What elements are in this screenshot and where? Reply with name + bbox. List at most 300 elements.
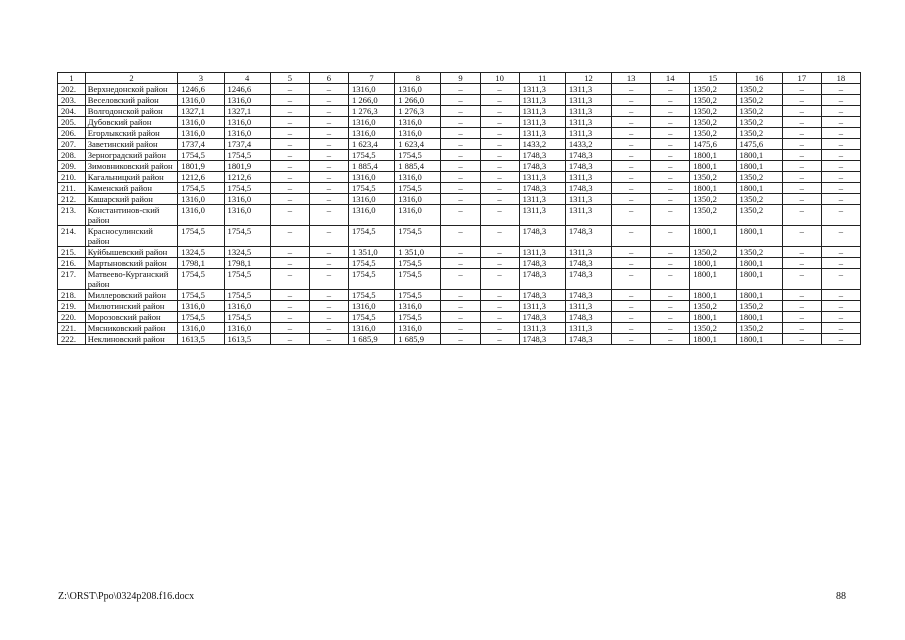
- value-cell: 1 623,4: [348, 139, 394, 150]
- value-cell: 1748,3: [565, 258, 611, 269]
- empty-value-cell: –: [270, 172, 309, 183]
- value-cell: 1748,3: [565, 183, 611, 194]
- value-cell: 1800,1: [690, 150, 736, 161]
- value-cell: 1212,6: [224, 172, 270, 183]
- empty-value-cell: –: [782, 183, 821, 194]
- empty-value-cell: –: [480, 301, 519, 312]
- empty-value-cell: –: [309, 150, 348, 161]
- value-cell: 1754,5: [224, 150, 270, 161]
- value-cell: 1800,1: [690, 258, 736, 269]
- empty-value-cell: –: [480, 194, 519, 205]
- value-cell: 1327,1: [178, 106, 224, 117]
- value-cell: 1311,3: [565, 117, 611, 128]
- value-cell: 1316,0: [395, 172, 441, 183]
- empty-value-cell: –: [441, 226, 480, 247]
- value-cell: 1800,1: [690, 334, 736, 345]
- column-header: 7: [348, 73, 394, 84]
- empty-value-cell: –: [441, 323, 480, 334]
- value-cell: 1311,3: [565, 301, 611, 312]
- value-cell: 1754,5: [224, 226, 270, 247]
- empty-value-cell: –: [612, 128, 651, 139]
- empty-value-cell: –: [612, 150, 651, 161]
- district-name-cell: Морозовский район: [85, 312, 178, 323]
- empty-value-cell: –: [480, 128, 519, 139]
- empty-value-cell: –: [309, 128, 348, 139]
- row-number-cell: 222.: [58, 334, 86, 345]
- district-name-cell: Кашарский район: [85, 194, 178, 205]
- value-cell: 1311,3: [565, 95, 611, 106]
- row-number-cell: 205.: [58, 117, 86, 128]
- value-cell: 1 276,3: [348, 106, 394, 117]
- empty-value-cell: –: [821, 258, 860, 269]
- empty-value-cell: –: [651, 205, 690, 226]
- value-cell: 1311,3: [519, 247, 565, 258]
- value-cell: 1754,5: [178, 183, 224, 194]
- district-name-cell: Волгодонской район: [85, 106, 178, 117]
- table-row: [58, 106, 861, 117]
- empty-value-cell: –: [309, 323, 348, 334]
- value-cell: 1350,2: [736, 128, 782, 139]
- empty-value-cell: –: [782, 226, 821, 247]
- value-cell: 1316,0: [178, 128, 224, 139]
- value-cell: 1246,6: [178, 84, 224, 95]
- empty-value-cell: –: [612, 290, 651, 301]
- empty-value-cell: –: [480, 226, 519, 247]
- empty-value-cell: –: [821, 128, 860, 139]
- empty-value-cell: –: [821, 183, 860, 194]
- empty-value-cell: –: [821, 247, 860, 258]
- empty-value-cell: –: [651, 95, 690, 106]
- value-cell: 1350,2: [690, 205, 736, 226]
- value-cell: 1316,0: [395, 194, 441, 205]
- empty-value-cell: –: [270, 161, 309, 172]
- empty-value-cell: –: [270, 150, 309, 161]
- value-cell: 1748,3: [519, 290, 565, 301]
- empty-value-cell: –: [441, 290, 480, 301]
- empty-value-cell: –: [821, 84, 860, 95]
- empty-value-cell: –: [782, 312, 821, 323]
- value-cell: 1212,6: [178, 172, 224, 183]
- value-cell: 1754,5: [224, 269, 270, 290]
- value-cell: 1316,0: [348, 205, 394, 226]
- empty-value-cell: –: [480, 290, 519, 301]
- value-cell: 1798,1: [178, 258, 224, 269]
- empty-value-cell: –: [782, 334, 821, 345]
- empty-value-cell: –: [309, 172, 348, 183]
- empty-value-cell: –: [480, 150, 519, 161]
- empty-value-cell: –: [480, 172, 519, 183]
- value-cell: 1327,1: [224, 106, 270, 117]
- empty-value-cell: –: [782, 194, 821, 205]
- empty-value-cell: –: [821, 139, 860, 150]
- value-cell: 1754,5: [395, 258, 441, 269]
- empty-value-cell: –: [480, 247, 519, 258]
- empty-value-cell: –: [480, 95, 519, 106]
- empty-value-cell: –: [612, 312, 651, 323]
- value-cell: 1613,5: [224, 334, 270, 345]
- empty-value-cell: –: [441, 106, 480, 117]
- empty-value-cell: –: [612, 139, 651, 150]
- value-cell: 1316,0: [348, 117, 394, 128]
- empty-value-cell: –: [651, 334, 690, 345]
- district-name-cell: Верхнедонской район: [85, 84, 178, 95]
- empty-value-cell: –: [821, 194, 860, 205]
- empty-value-cell: –: [441, 312, 480, 323]
- value-cell: 1748,3: [565, 269, 611, 290]
- empty-value-cell: –: [270, 226, 309, 247]
- value-cell: 1 276,3: [395, 106, 441, 117]
- column-header: 9: [441, 73, 480, 84]
- empty-value-cell: –: [651, 139, 690, 150]
- empty-value-cell: –: [782, 128, 821, 139]
- empty-value-cell: –: [651, 117, 690, 128]
- district-name-cell: Дубовский район: [85, 117, 178, 128]
- empty-value-cell: –: [821, 95, 860, 106]
- value-cell: 1748,3: [519, 312, 565, 323]
- empty-value-cell: –: [612, 258, 651, 269]
- value-cell: 1475,6: [690, 139, 736, 150]
- empty-value-cell: –: [782, 106, 821, 117]
- value-cell: 1316,0: [395, 84, 441, 95]
- value-cell: 1350,2: [736, 117, 782, 128]
- value-cell: 1324,5: [224, 247, 270, 258]
- value-cell: 1311,3: [565, 128, 611, 139]
- empty-value-cell: –: [270, 312, 309, 323]
- empty-value-cell: –: [821, 334, 860, 345]
- value-cell: 1311,3: [565, 247, 611, 258]
- value-cell: 1754,5: [395, 183, 441, 194]
- district-name-cell: Зимовниковский район: [85, 161, 178, 172]
- empty-value-cell: –: [270, 323, 309, 334]
- empty-value-cell: –: [441, 128, 480, 139]
- value-cell: 1316,0: [178, 194, 224, 205]
- column-header: 3: [178, 73, 224, 84]
- value-cell: 1754,5: [348, 269, 394, 290]
- data-table: [57, 72, 861, 345]
- value-cell: 1748,3: [519, 183, 565, 194]
- empty-value-cell: –: [612, 117, 651, 128]
- value-cell: 1316,0: [395, 205, 441, 226]
- empty-value-cell: –: [309, 312, 348, 323]
- value-cell: 1800,1: [690, 290, 736, 301]
- column-header: 12: [565, 73, 611, 84]
- row-number-cell: 204.: [58, 106, 86, 117]
- value-cell: 1316,0: [224, 117, 270, 128]
- value-cell: 1754,5: [224, 290, 270, 301]
- empty-value-cell: –: [309, 258, 348, 269]
- column-header: 5: [270, 73, 309, 84]
- value-cell: 1350,2: [736, 205, 782, 226]
- empty-value-cell: –: [441, 172, 480, 183]
- value-cell: 1748,3: [519, 161, 565, 172]
- empty-value-cell: –: [821, 323, 860, 334]
- empty-value-cell: –: [612, 172, 651, 183]
- table-row: [58, 194, 861, 205]
- empty-value-cell: –: [480, 334, 519, 345]
- value-cell: 1311,3: [565, 172, 611, 183]
- empty-value-cell: –: [651, 172, 690, 183]
- value-cell: 1350,2: [690, 128, 736, 139]
- value-cell: 1316,0: [348, 172, 394, 183]
- empty-value-cell: –: [441, 117, 480, 128]
- empty-value-cell: –: [480, 323, 519, 334]
- table-row: [58, 183, 861, 194]
- value-cell: 1801,9: [178, 161, 224, 172]
- value-cell: 1754,5: [224, 312, 270, 323]
- row-number-cell: 213.: [58, 205, 86, 226]
- empty-value-cell: –: [612, 106, 651, 117]
- value-cell: 1316,0: [348, 84, 394, 95]
- value-cell: 1737,4: [224, 139, 270, 150]
- value-cell: 1316,0: [224, 205, 270, 226]
- empty-value-cell: –: [441, 95, 480, 106]
- value-cell: 1350,2: [736, 106, 782, 117]
- value-cell: 1800,1: [736, 258, 782, 269]
- row-number-cell: 219.: [58, 301, 86, 312]
- table-row: [58, 139, 861, 150]
- empty-value-cell: –: [270, 301, 309, 312]
- value-cell: 1311,3: [519, 205, 565, 226]
- value-cell: 1350,2: [690, 301, 736, 312]
- value-cell: 1311,3: [519, 194, 565, 205]
- district-name-cell: Куйбышевский район: [85, 247, 178, 258]
- value-cell: 1754,5: [178, 312, 224, 323]
- column-header: 4: [224, 73, 270, 84]
- value-cell: 1 351,0: [348, 247, 394, 258]
- empty-value-cell: –: [270, 205, 309, 226]
- empty-value-cell: –: [651, 323, 690, 334]
- value-cell: 1748,3: [565, 334, 611, 345]
- value-cell: 1748,3: [519, 334, 565, 345]
- value-cell: 1 623,4: [395, 139, 441, 150]
- table-row: [58, 312, 861, 323]
- table-body: [58, 84, 861, 345]
- empty-value-cell: –: [309, 226, 348, 247]
- value-cell: 1350,2: [690, 106, 736, 117]
- district-name-cell: Заветинский район: [85, 139, 178, 150]
- empty-value-cell: –: [309, 84, 348, 95]
- table-row: [58, 84, 861, 95]
- value-cell: 1316,0: [395, 301, 441, 312]
- empty-value-cell: –: [441, 247, 480, 258]
- value-cell: 1316,0: [395, 323, 441, 334]
- empty-value-cell: –: [612, 269, 651, 290]
- table-row: [58, 258, 861, 269]
- empty-value-cell: –: [309, 205, 348, 226]
- empty-value-cell: –: [651, 258, 690, 269]
- value-cell: 1311,3: [519, 95, 565, 106]
- empty-value-cell: –: [480, 106, 519, 117]
- value-cell: 1613,5: [178, 334, 224, 345]
- value-cell: 1748,3: [565, 226, 611, 247]
- value-cell: 1316,0: [178, 301, 224, 312]
- empty-value-cell: –: [270, 117, 309, 128]
- value-cell: 1748,3: [565, 312, 611, 323]
- table-row: [58, 334, 861, 345]
- district-name-cell: Зерноградский район: [85, 150, 178, 161]
- district-name-cell: Милютинский район: [85, 301, 178, 312]
- row-number-cell: 208.: [58, 150, 86, 161]
- empty-value-cell: –: [309, 95, 348, 106]
- empty-value-cell: –: [309, 269, 348, 290]
- page-number: 88: [836, 591, 846, 602]
- value-cell: 1350,2: [690, 323, 736, 334]
- empty-value-cell: –: [270, 290, 309, 301]
- empty-value-cell: –: [270, 258, 309, 269]
- empty-value-cell: –: [309, 139, 348, 150]
- value-cell: 1350,2: [690, 247, 736, 258]
- empty-value-cell: –: [782, 172, 821, 183]
- empty-value-cell: –: [480, 161, 519, 172]
- value-cell: 1316,0: [178, 95, 224, 106]
- value-cell: 1800,1: [690, 312, 736, 323]
- value-cell: 1754,5: [348, 150, 394, 161]
- value-cell: 1800,1: [736, 312, 782, 323]
- empty-value-cell: –: [821, 269, 860, 290]
- empty-value-cell: –: [441, 258, 480, 269]
- table-row: [58, 95, 861, 106]
- value-cell: 1316,0: [224, 301, 270, 312]
- value-cell: 1350,2: [736, 247, 782, 258]
- value-cell: 1754,5: [395, 312, 441, 323]
- value-cell: 1433,2: [519, 139, 565, 150]
- empty-value-cell: –: [270, 84, 309, 95]
- empty-value-cell: –: [270, 183, 309, 194]
- empty-value-cell: –: [651, 269, 690, 290]
- empty-value-cell: –: [782, 247, 821, 258]
- empty-value-cell: –: [651, 106, 690, 117]
- empty-value-cell: –: [270, 334, 309, 345]
- empty-value-cell: –: [270, 194, 309, 205]
- row-number-cell: 214.: [58, 226, 86, 247]
- value-cell: 1754,5: [348, 226, 394, 247]
- empty-value-cell: –: [612, 194, 651, 205]
- value-cell: 1350,2: [690, 194, 736, 205]
- value-cell: 1800,1: [690, 269, 736, 290]
- value-cell: 1 885,4: [395, 161, 441, 172]
- column-header: 16: [736, 73, 782, 84]
- empty-value-cell: –: [782, 161, 821, 172]
- empty-value-cell: –: [612, 205, 651, 226]
- value-cell: 1246,6: [224, 84, 270, 95]
- district-name-cell: Миллеровский район: [85, 290, 178, 301]
- column-header: 1: [58, 73, 86, 84]
- table-header-row: [58, 73, 861, 84]
- empty-value-cell: –: [821, 226, 860, 247]
- table-row: [58, 172, 861, 183]
- district-name-cell: Неклиновский район: [85, 334, 178, 345]
- value-cell: 1316,0: [178, 117, 224, 128]
- value-cell: 1754,5: [178, 150, 224, 161]
- district-name-cell: Матвеево-Курганский район: [85, 269, 178, 290]
- empty-value-cell: –: [480, 183, 519, 194]
- empty-value-cell: –: [441, 183, 480, 194]
- table-row: [58, 150, 861, 161]
- empty-value-cell: –: [441, 84, 480, 95]
- table-row: [58, 128, 861, 139]
- row-number-cell: 216.: [58, 258, 86, 269]
- value-cell: 1 266,0: [395, 95, 441, 106]
- column-header: 18: [821, 73, 860, 84]
- value-cell: 1801,9: [224, 161, 270, 172]
- value-cell: 1316,0: [224, 323, 270, 334]
- value-cell: 1800,1: [736, 269, 782, 290]
- table-row: [58, 301, 861, 312]
- value-cell: 1754,5: [395, 290, 441, 301]
- empty-value-cell: –: [782, 95, 821, 106]
- value-cell: 1800,1: [736, 150, 782, 161]
- empty-value-cell: –: [441, 205, 480, 226]
- empty-value-cell: –: [309, 334, 348, 345]
- value-cell: 1800,1: [736, 334, 782, 345]
- value-cell: 1311,3: [565, 84, 611, 95]
- empty-value-cell: –: [441, 194, 480, 205]
- value-cell: 1311,3: [519, 117, 565, 128]
- value-cell: 1350,2: [736, 323, 782, 334]
- empty-value-cell: –: [612, 161, 651, 172]
- row-number-cell: 209.: [58, 161, 86, 172]
- row-number-cell: 211.: [58, 183, 86, 194]
- value-cell: 1316,0: [224, 95, 270, 106]
- value-cell: 1748,3: [565, 161, 611, 172]
- district-name-cell: Егорлыкский район: [85, 128, 178, 139]
- value-cell: 1311,3: [565, 205, 611, 226]
- empty-value-cell: –: [480, 269, 519, 290]
- value-cell: 1350,2: [690, 84, 736, 95]
- value-cell: 1433,2: [565, 139, 611, 150]
- empty-value-cell: –: [270, 269, 309, 290]
- empty-value-cell: –: [782, 323, 821, 334]
- value-cell: 1748,3: [565, 150, 611, 161]
- value-cell: 1748,3: [519, 226, 565, 247]
- empty-value-cell: –: [651, 301, 690, 312]
- empty-value-cell: –: [651, 312, 690, 323]
- value-cell: 1754,5: [348, 312, 394, 323]
- column-header: 14: [651, 73, 690, 84]
- value-cell: 1 685,9: [348, 334, 394, 345]
- value-cell: 1 685,9: [395, 334, 441, 345]
- empty-value-cell: –: [309, 194, 348, 205]
- value-cell: 1311,3: [519, 84, 565, 95]
- empty-value-cell: –: [270, 128, 309, 139]
- district-name-cell: Константинов-ский район: [85, 205, 178, 226]
- empty-value-cell: –: [612, 334, 651, 345]
- value-cell: 1311,3: [565, 106, 611, 117]
- empty-value-cell: –: [821, 312, 860, 323]
- table-row: [58, 269, 861, 290]
- value-cell: 1311,3: [565, 194, 611, 205]
- empty-value-cell: –: [480, 205, 519, 226]
- district-name-cell: Мясниковский район: [85, 323, 178, 334]
- table-row: [58, 323, 861, 334]
- empty-value-cell: –: [651, 128, 690, 139]
- value-cell: 1316,0: [395, 128, 441, 139]
- empty-value-cell: –: [821, 205, 860, 226]
- empty-value-cell: –: [270, 95, 309, 106]
- value-cell: 1311,3: [519, 172, 565, 183]
- value-cell: 1311,3: [519, 128, 565, 139]
- value-cell: 1754,5: [178, 269, 224, 290]
- table-row: [58, 117, 861, 128]
- empty-value-cell: –: [612, 323, 651, 334]
- value-cell: 1754,5: [348, 258, 394, 269]
- empty-value-cell: –: [480, 139, 519, 150]
- table-row: [58, 290, 861, 301]
- empty-value-cell: –: [612, 183, 651, 194]
- row-number-cell: 212.: [58, 194, 86, 205]
- row-number-cell: 203.: [58, 95, 86, 106]
- empty-value-cell: –: [782, 205, 821, 226]
